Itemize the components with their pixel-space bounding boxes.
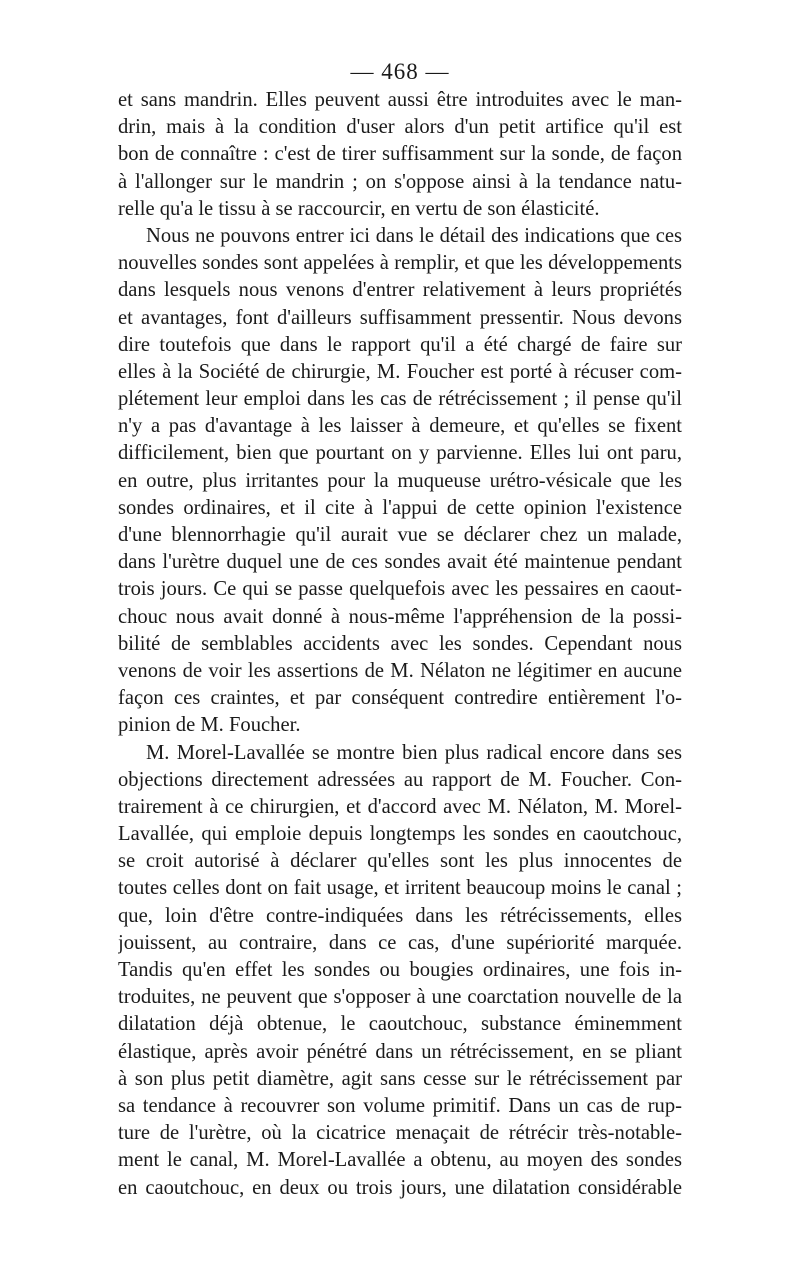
body-text [118, 87, 682, 1202]
text-line: chouc nous avait donné à nous-même l'appréhension de la possi- [118, 605, 682, 628]
text-line: venons de voir les assertions de M. Nélaton ne légitimer en aucune [118, 659, 682, 682]
text-line: objections directement adressées au rapport de M. Foucher. Con- [118, 768, 682, 791]
text-line: sa tendance à recouvrer son volume primitif. Dans un cas de rup- [118, 1094, 682, 1117]
paragraph [118, 87, 682, 223]
text-line: relle qu'a le tissu à se raccourcir, en vertu de son élasticité. [118, 197, 600, 220]
text-line: pinion de M. Foucher. [118, 714, 301, 737]
text-line: drin, mais à la condition d'user alors d'un petit artifice qu'il est [118, 116, 682, 139]
text-line: Tandis qu'en effet les sondes ou bougies ordinaires, une fois in- [118, 959, 682, 981]
text-line: en outre, plus irritantes pour la muqueuse urétro-vésicale que les [118, 469, 682, 492]
text-line: façon ces craintes, et par conséquent contredire entièrement l'o- [118, 687, 682, 710]
text-line: bon de connaître : c'est de tirer suffisamment sur la sonde, de façon [118, 143, 682, 166]
paragraph [118, 223, 682, 740]
text-line: nouvelles sondes sont appelées à remplir, et que les développements [118, 252, 682, 275]
text-line: trois jours. Ce qui se passe quelquefois avec les pessaires en caout- [118, 578, 682, 601]
text-line: jouissent, au contraire, dans ce cas, d'une supériorité marquée. [118, 931, 682, 954]
text-line: se croit autorisé à déclarer qu'elles sont les plus innocentes de [118, 850, 682, 873]
text-line: difficilement, bien que pourtant on y parvienne. Elles lui ont paru, [118, 442, 682, 465]
paragraph [118, 740, 682, 1202]
text-line: trairement à ce chirurgien, et d'accord avec M. Nélaton, M. Morel- [118, 795, 682, 818]
text-line: dilatation déjà obtenue, le caoutchouc, substance éminemment [118, 1013, 682, 1036]
text-line: dans lesquels nous venons d'entrer relativement à leurs propriétés [118, 279, 682, 302]
text-line: ment le canal, M. Morel-Lavallée a obtenu, au moyen des sondes [118, 1149, 682, 1172]
text-line: Nous ne pouvons entrer ici dans le détail des indications que ces [146, 224, 682, 247]
text-line: M. Morel-Lavallée se montre bien plus radical encore dans ses [146, 741, 682, 764]
text-line: troduites, ne peuvent que s'opposer à une coarctation nouvelle de la [118, 986, 682, 1009]
text-line: en caoutchouc, en deux ou trois jours, une dilatation considérable [118, 1176, 682, 1199]
text-line: Lavallée, qui emploie depuis longtemps les sondes en caoutchouc, [118, 823, 682, 846]
text-line: plétement leur emploi dans les cas de rétrécissement ; il pense qu'il [118, 388, 682, 411]
text-line: et sans mandrin. Elles peuvent aussi être introduites avec le man- [118, 89, 682, 111]
text-line: bilité de semblables accidents avec les sondes. Cependant nous [118, 632, 682, 655]
text-line: n'y a pas d'avantage à les laisser à demeure, et qu'elles se fixent [118, 415, 682, 438]
text-line: d'une blennorrhagie qu'il aurait vue se déclarer chez un malade, [118, 524, 682, 546]
text-line: ture de l'urètre, où la cicatrice menaçait de rétrécir très-notable- [118, 1122, 682, 1145]
text-line: élastique, après avoir pénétré dans un rétrécissement, en se pliant [118, 1040, 682, 1063]
text-line: toutes celles dont on fait usage, et irritent beaucoup moins le canal ; [118, 877, 682, 900]
text-line: à son plus petit diamètre, agit sans cesse sur le rétrécissement par [118, 1067, 682, 1090]
text-line: elles à la Société de chirurgie, M. Foucher est porté à récuser com- [118, 360, 682, 383]
text-line: à l'allonger sur le mandrin ; on s'oppose ainsi à la tendance natu- [118, 170, 682, 193]
text-line: et avantages, font d'ailleurs suffisamment pressentir. Nous devons [118, 306, 682, 329]
page-number: — 468 — [350, 59, 450, 84]
text-line: sondes ordinaires, et il cite à l'appui de cette opinion l'existence [118, 496, 682, 519]
text-line: dans l'urètre duquel une de ces sondes avait été maintenue pendant [118, 551, 682, 574]
text-line: que, loin d'être contre-indiquées dans les rétrécissements, elles [118, 904, 682, 927]
text-line: dire toutefois que dans le rapport qu'il a été chargé de faire sur [118, 333, 682, 356]
